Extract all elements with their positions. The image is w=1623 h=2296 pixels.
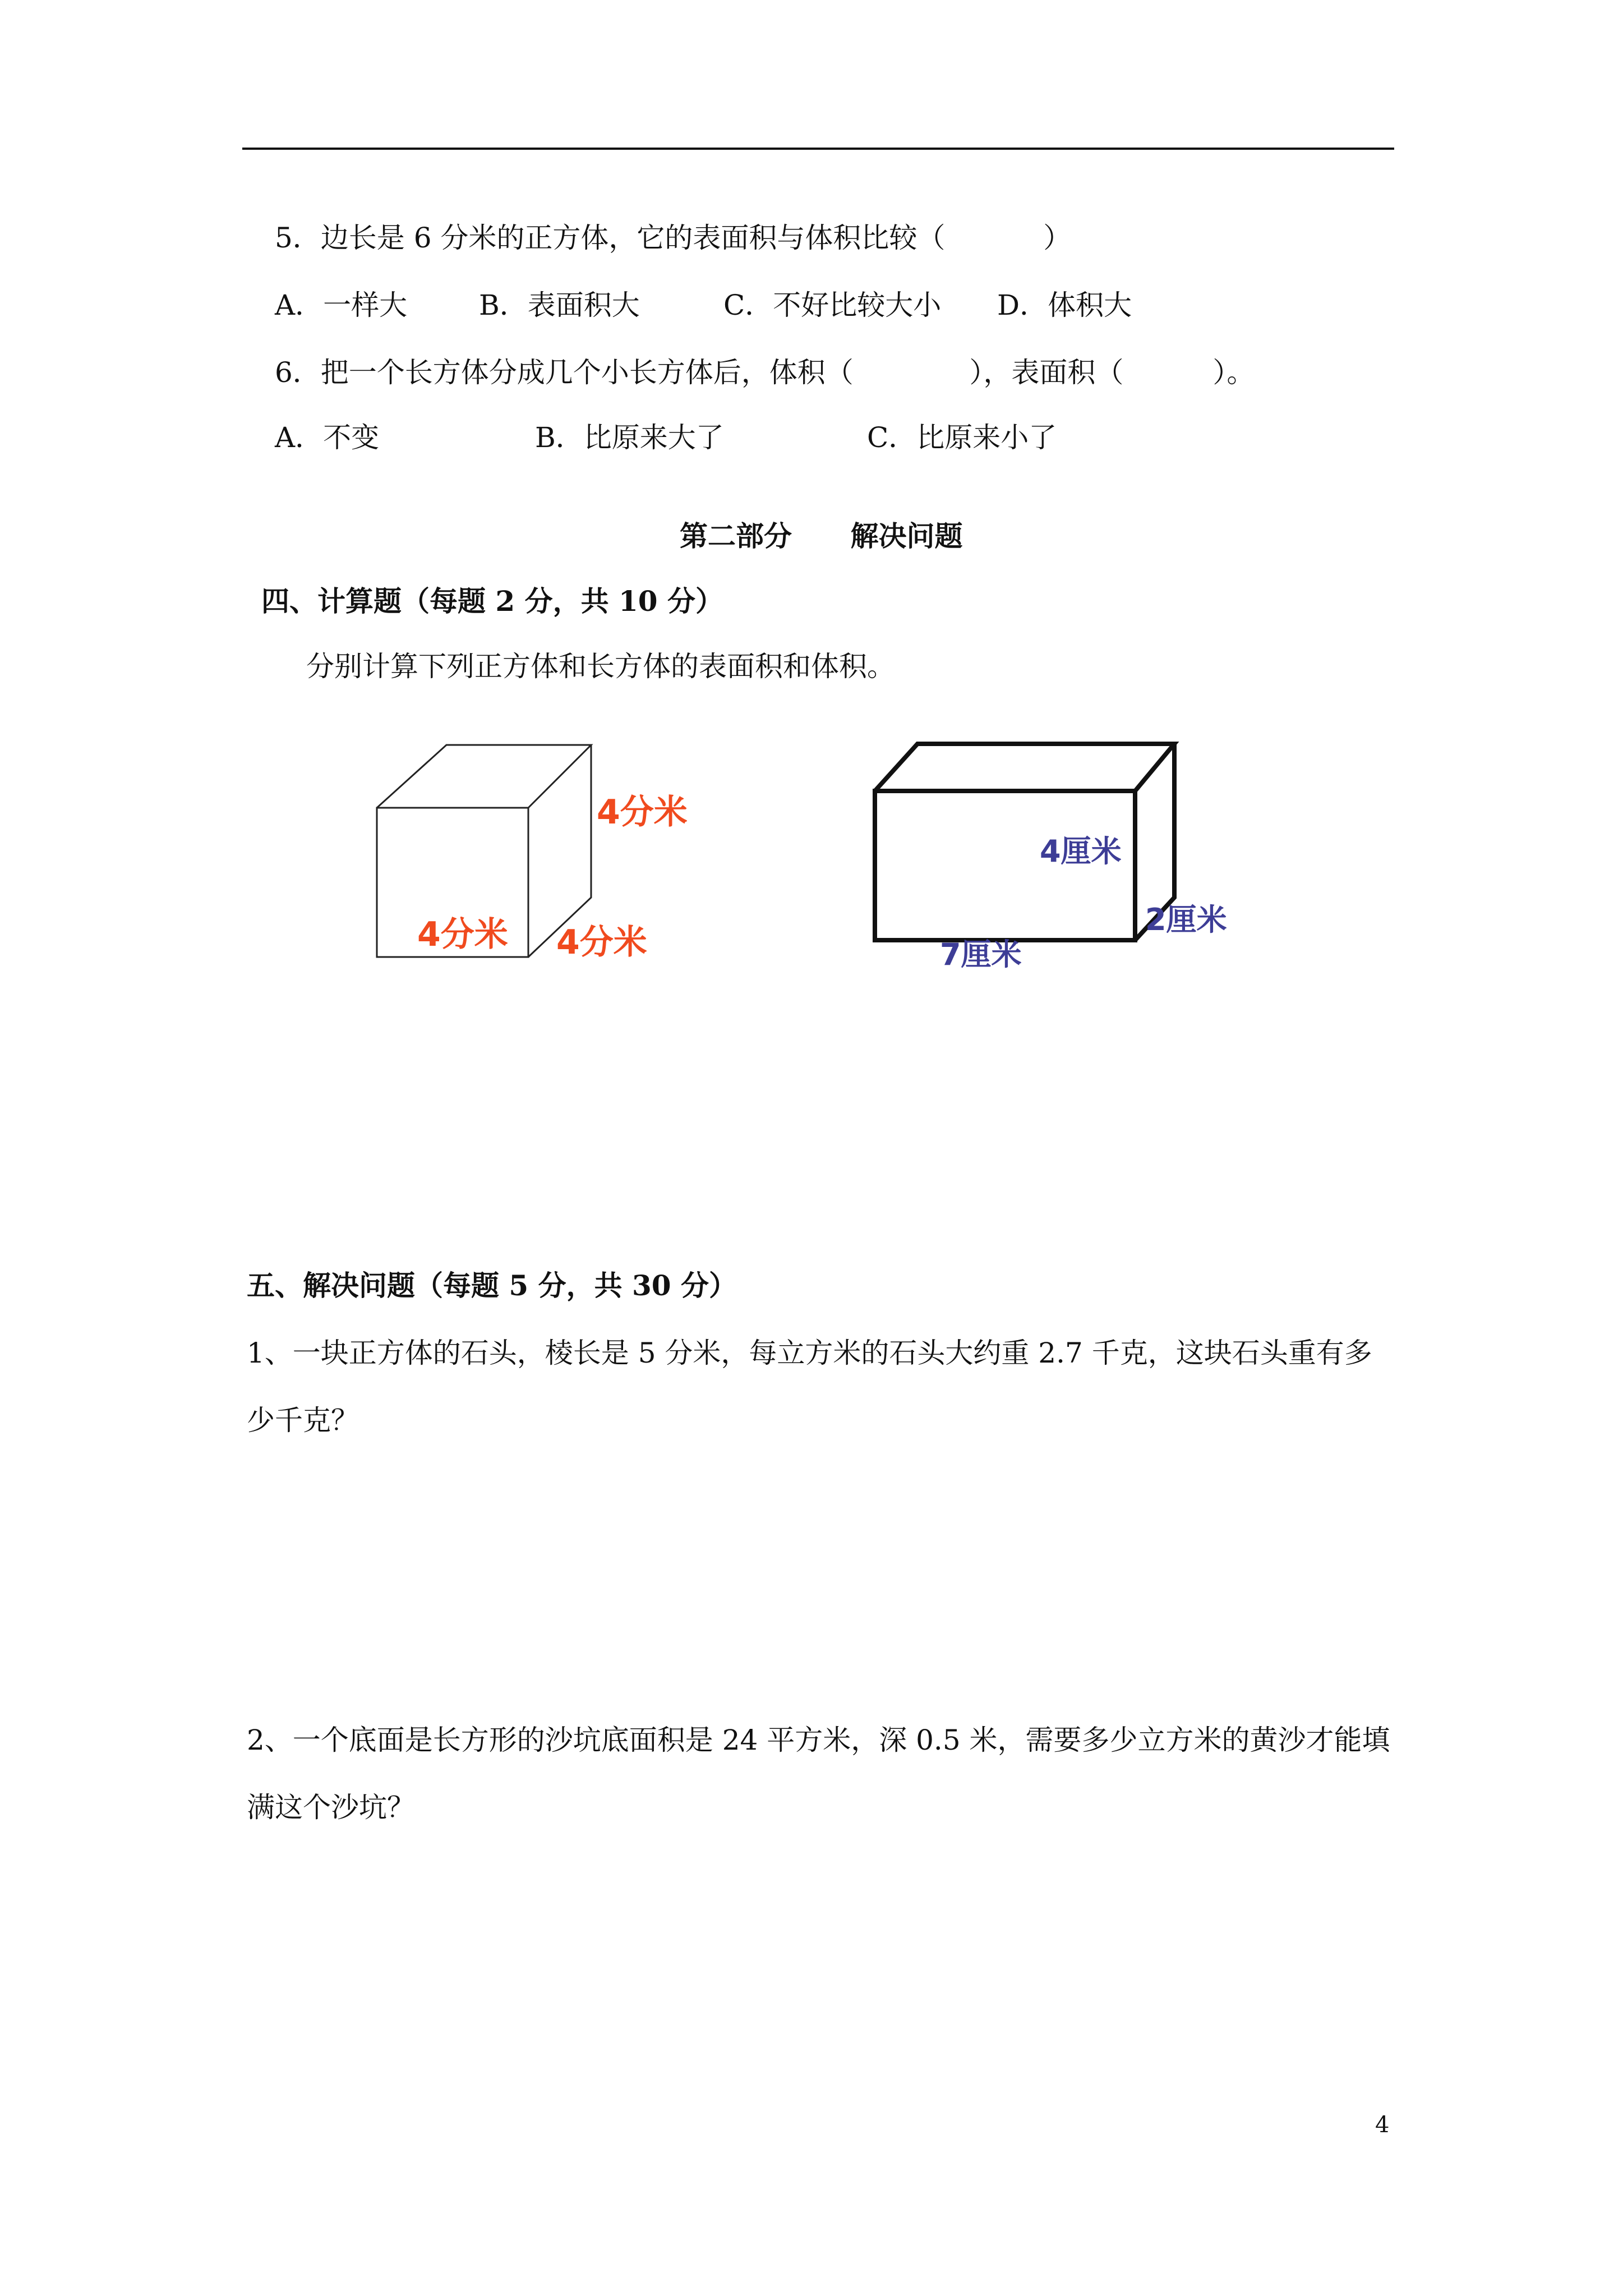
q5-option-d: D．体积大 [997,289,1132,321]
cube-label-depth: 4分米 [556,923,647,962]
header-rule [242,148,1394,150]
section4-instruction: 分别计算下列正方体和长方体的表面积和体积。 [306,650,895,683]
q6-option-a: A．不变 [275,421,380,454]
q5-stem: 5．边长是 6 分米的正方体，它的表面积与体积比较（ ） [275,222,1072,254]
cuboid-label-depth: 2厘米 [1145,902,1227,937]
q6-stem: 6．把一个长方体分成几个小长方体后，体积（ ），表面积（ ）。 [275,356,1255,389]
problem2-line2: 满这个沙坑？ [247,1791,415,1824]
cube-top-face [377,745,591,808]
q5-option-c: C．不好比较大小 [723,289,942,321]
section5-heading: 五、解决问题（每题 5 分，共 30 分） [247,1269,737,1302]
problem1-line2: 少千克？ [247,1404,359,1437]
cube-label-height: 4分米 [597,793,688,832]
part2-title: 第二部分 解决问题 [680,519,963,553]
section4-heading: 四、计算题（每题 2 分，共 10 分） [261,585,723,618]
cube-figure [359,729,729,982]
cuboid-top-face [875,744,1174,791]
q5-option-b: B．表面积大 [479,289,640,321]
page-number: 4 [1375,2112,1390,2138]
cube-label-width: 4分米 [417,915,508,954]
cuboid-figure [864,729,1267,987]
cuboid-label-height: 4厘米 [1040,834,1122,869]
q6-option-c: C．比原来小了 [867,421,1057,454]
q6-option-b: B．比原来大了 [535,421,724,454]
problem2-line1: 2、一个底面是长方形的沙坑底面积是 24 平方米，深 0.5 米，需要多少立方米的黄沙才能填 [247,1724,1390,1756]
q5-option-a: A．一样大 [275,289,408,321]
problem1-line1: 1、一块正方体的石头，棱长是 5 分米，每立方米的石头大约重 2.7 千克，这块石头重有多 [247,1337,1372,1369]
cuboid-label-length: 7厘米 [940,937,1022,972]
